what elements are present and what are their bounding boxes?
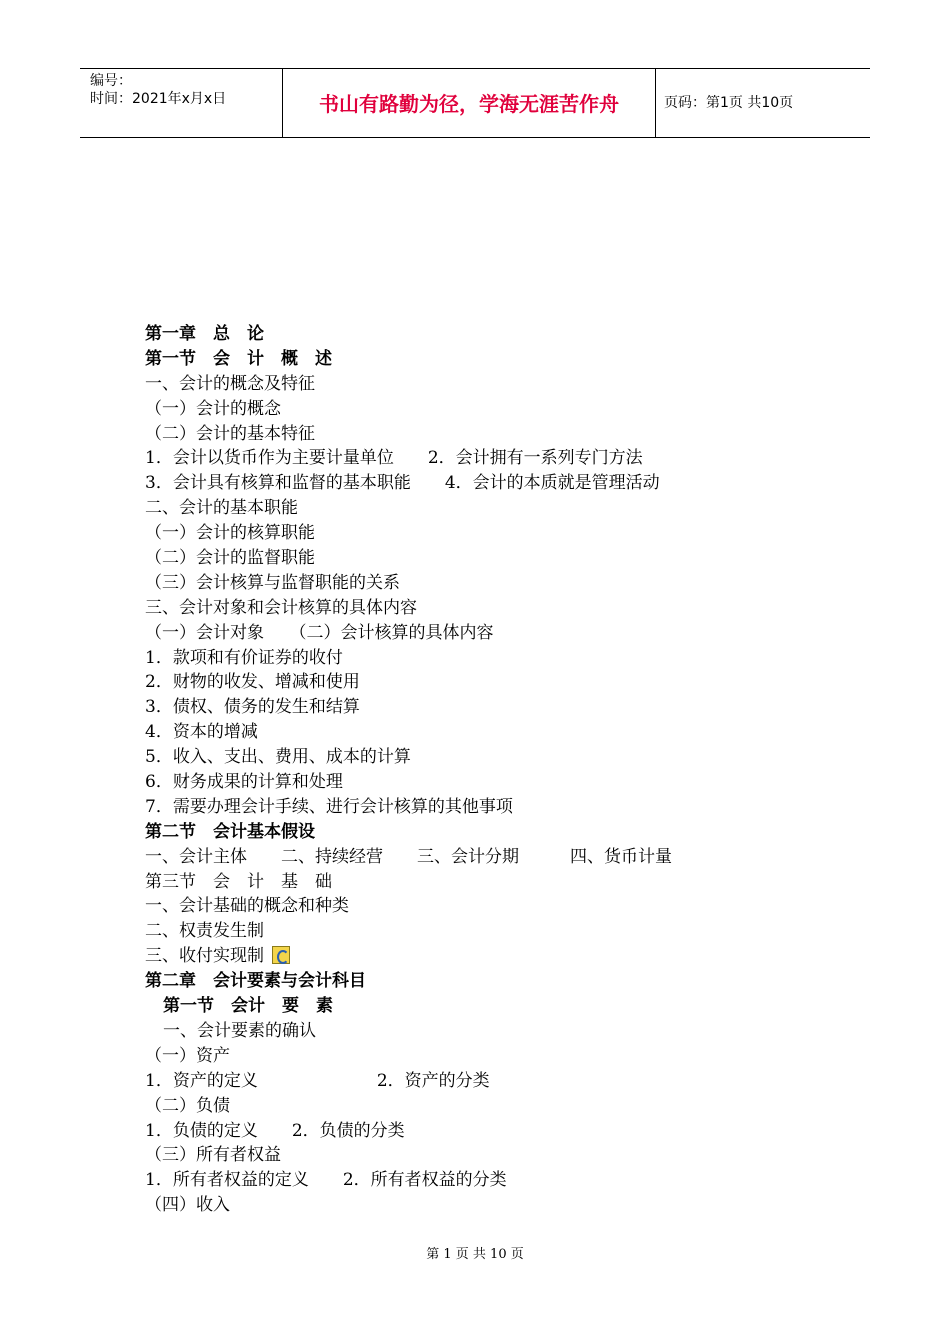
- text-line: [145, 446, 845, 471]
- line-text: （二）负债: [145, 1095, 230, 1116]
- line-text: （三）所有者权益: [145, 1145, 281, 1166]
- line-text: 第二章 会计要素与会计科目: [145, 971, 366, 992]
- text-line: [145, 372, 845, 397]
- line-text: 7．需要办理会计手续、进行会计核算的其他事项: [145, 796, 513, 817]
- page-info: 页码：第1页 共10页: [664, 95, 794, 111]
- line-text: （一）资产: [145, 1045, 230, 1066]
- note-icon[interactable]: [272, 946, 290, 964]
- text-line: [145, 397, 845, 422]
- text-line: [145, 521, 845, 546]
- line-text: 三、会计对象和会计核算的具体内容: [145, 597, 417, 618]
- line-text: 第三节 会 计 基 础: [145, 871, 332, 892]
- line-text: 1．会计以货币作为主要计量单位 2．会计拥有一系列专门方法: [145, 448, 643, 469]
- line-text: 4．资本的增减: [145, 722, 258, 743]
- text-line: [145, 646, 845, 671]
- line-text: 2．财物的收发、增减和使用: [145, 672, 360, 693]
- text-line: [145, 1044, 845, 1069]
- line-text: 三、收付实现制: [145, 946, 264, 967]
- text-line: [145, 670, 845, 695]
- line-text: 1．资产的定义 2．资产的分类: [145, 1070, 490, 1091]
- document-header: [80, 68, 870, 138]
- text-line: [145, 845, 845, 870]
- text-line: [145, 471, 845, 496]
- text-line: [145, 422, 845, 447]
- text-line: [145, 496, 845, 521]
- section-heading: [145, 969, 845, 994]
- line-text: 1．所有者权益的定义 2．所有者权益的分类: [145, 1170, 507, 1191]
- line-text: 一、会计要素的确认: [163, 1020, 316, 1041]
- line-text: （四）收入: [145, 1195, 230, 1216]
- line-text: 第一节 会计 要 素: [163, 996, 333, 1017]
- text-line: [145, 944, 845, 969]
- text-line: [145, 795, 845, 820]
- motto-text: 书山有路勤为径，学海无涯苦作舟: [319, 92, 619, 116]
- text-line: [145, 546, 845, 571]
- line-text: （一）会计对象 （二）会计核算的具体内容: [145, 622, 494, 643]
- header-info-cell: [80, 69, 283, 137]
- text-line: [145, 621, 845, 646]
- text-line: [145, 870, 845, 895]
- line-text: 3．债权、债务的发生和结算: [145, 697, 360, 718]
- line-text: 二、权责发生制: [145, 921, 264, 942]
- line-text: （二）会计的基本特征: [145, 423, 315, 444]
- text-line: [145, 1094, 845, 1119]
- text-line: [145, 745, 845, 770]
- text-line: [145, 1069, 845, 1094]
- line-text: 1．负债的定义 2．负债的分类: [145, 1120, 405, 1141]
- text-line: [145, 919, 845, 944]
- serial-label: 编号：: [90, 73, 132, 89]
- header-motto-cell: [283, 69, 656, 137]
- line-text: 6．财务成果的计算和处理: [145, 772, 343, 793]
- line-text: 一、会计主体 二、持续经营 三、会计分期 四、货币计量: [145, 846, 672, 867]
- text-line: [145, 695, 845, 720]
- line-text: 3．会计具有核算和监督的基本职能 4．会计的本质就是管理活动: [145, 473, 660, 494]
- text-line: [145, 1019, 845, 1044]
- line-text: 一、会计基础的概念和种类: [145, 896, 349, 917]
- header-page-cell: [656, 69, 870, 137]
- text-line: [145, 1143, 845, 1168]
- line-text: 一、会计的概念及特征: [145, 373, 315, 394]
- line-text: （二）会计的监督职能: [145, 548, 315, 569]
- text-line: [145, 1119, 845, 1144]
- section-heading: [145, 820, 845, 845]
- line-text: 1．款项和有价证券的收付: [145, 647, 343, 668]
- line-text: 5．收入、支出、费用、成本的计算: [145, 747, 411, 768]
- time-label: 时间：2021年x月x日: [90, 91, 227, 107]
- line-text: 二、会计的基本职能: [145, 498, 298, 519]
- text-line: [145, 770, 845, 795]
- section-heading: [145, 347, 845, 372]
- line-text: 第一节 会 计 概 述: [145, 348, 332, 369]
- text-line: [145, 1193, 845, 1218]
- line-text: （三）会计核算与监督职能的关系: [145, 572, 400, 593]
- text-line: [145, 720, 845, 745]
- line-text: 第一章 总 论: [145, 324, 264, 344]
- line-text: （一）会计的概念: [145, 398, 281, 419]
- line-text: 第二节 会计基本假设: [145, 821, 315, 842]
- section-heading: [145, 994, 845, 1019]
- document-body: [145, 322, 845, 1218]
- text-line: [145, 596, 845, 621]
- section-heading: [145, 322, 845, 347]
- page-footer: 第 1 页 共 10 页: [426, 1247, 524, 1262]
- line-text: （一）会计的核算职能: [145, 523, 315, 544]
- text-line: [145, 571, 845, 596]
- text-line: [145, 1168, 845, 1193]
- text-line: [145, 894, 845, 919]
